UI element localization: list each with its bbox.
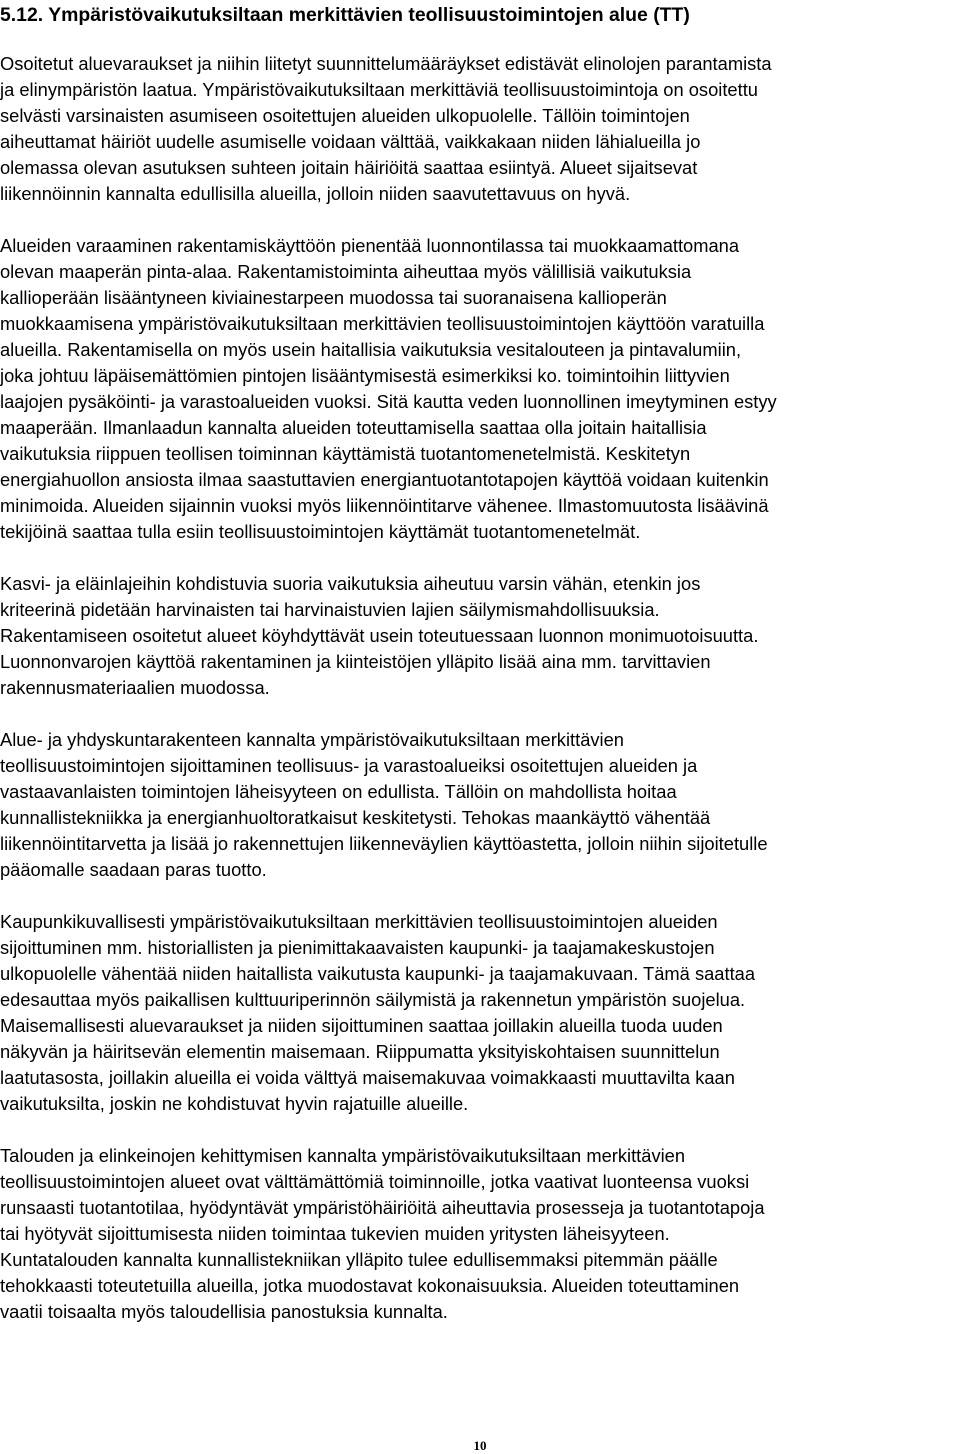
text-line: maaperään. Ilmanlaadun kannalta alueiden toteuttamisella saattaa olla joitain haitallisia [0,417,707,438]
text-line: kunnallistekniikka ja energianhuoltoratkaisut keskitetysti. Tehokas maankäyttö vähentää [0,807,711,828]
text-line: Alue- ja yhdyskuntarakenteen kannalta ympäristövaikutuksiltaan merkittävien [0,729,624,750]
text-line: sijoittuminen mm. historiallisten ja pienimittakaavaisten kaupunki- ja taajamakeskustojen [0,937,715,958]
text-line: rakennusmateriaalien muodossa. [0,677,270,698]
text-line: ja elinympäristön laatua. Ympäristövaikutuksiltaan merkittäviä teollisuustoimintoja on osoitettu [0,79,758,100]
text-line: Talouden ja elinkeinojen kehittymisen kannalta ympäristövaikutuksiltaan merkittävien [0,1145,686,1166]
text-line: muokkaamisena ympäristövaikutuksiltaan merkittävien teollisuustoimintojen käyttöön varatuilla [0,313,765,334]
text-line: vaatii toisaalta myös taloudellisia panostuksia kunnalta. [0,1301,448,1322]
text-line: vastaavanlaisten toimintojen läheisyyteen on edullista. Tällöin on mahdollista hoitaa [0,781,677,802]
text-line: liikennöinnin kannalta edullisilla alueilla, jolloin niiden saavutettavuus on hyvä. [0,183,631,204]
paragraph [0,51,960,207]
paragraph [0,909,960,1117]
text-line: Luonnonvarojen käyttöä rakentaminen ja kiinteistöjen ylläpito lisää aina mm. tarvittavien [0,651,711,672]
paragraph [0,1143,960,1325]
text-line: Maisemallisesti aluevaraukset ja niiden sijoittuminen saattaa joillakin alueilla tuoda uuden [0,1015,723,1036]
text-line: olemassa olevan asutuksen suhteen joitain häiriöitä saattaa esiintyä. Alueet sijaitsevat [0,157,698,178]
text-line: energiahuollon ansiosta ilmaa saastuttavien energiantuotantotapojen käyttöä voidaan kuitenkin [0,469,769,490]
text-line: runsaasti tuotantotilaa, hyödyntävät ympäristöhäiriöitä aiheuttavia prosesseja ja tuotantotapoja [0,1197,765,1218]
text-line: Kaupunkikuvallisesti ympäristövaikutuksiltaan merkittävien teollisuustoimintojen alueiden [0,911,718,932]
text-line: vaikutuksilta, joskin ne kohdistuvat hyvin rajatuille alueille. [0,1093,469,1114]
text-line: selvästi varsinaisten asumiseen osoitettujen alueiden ulkopuolelle. Tällöin toimintojen [0,105,690,126]
text-line: kriteerinä pidetään harvinaisten tai harvinaistuvien lajien säilymismahdollisuuksia. [0,599,660,620]
text-line: Kasvi- ja eläinlajeihin kohdistuvia suoria vaikutuksia aiheutuu varsin vähän, etenkin jos [0,573,701,594]
text-line: pääomalle saadaan paras tuotto. [0,859,267,880]
text-line: Osoitetut aluevaraukset ja niihin liitetyt suunnittelumääräykset edistävät elinolojen parantamista [0,53,772,74]
text-line: liikennöintitarvetta ja lisää jo rakennettujen liikenneväylien käyttöastetta, jolloin niihin sijoitetulle [0,833,768,854]
text-line: Kuntatalouden kannalta kunnallistekniikan ylläpito tulee edullisemmaksi pitemmän päälle [0,1249,718,1270]
paragraph [0,727,960,883]
text-line: näkyvän ja häiritsevän elementin maisemaan. Riippumatta yksityiskohtaisen suunnittelun [0,1041,720,1062]
document-body [0,51,960,1351]
text-line: alueilla. Rakentamisella on myös usein haitallisia vaikutuksia vesitalouteen ja pintavalumiin, [0,339,742,360]
text-line: kallioperään lisääntyneen kiviainestarpeen muodossa tai suoranaisena kallioperän [0,287,667,308]
text-line: tekijöinä saattaa tulla esiin teollisuustoimintojen käyttämät tuotantomenetelmät. [0,521,641,542]
section-heading: 5.12. Ympäristövaikutuksiltaan merkittävien teollisuustoimintojen alue (TT) [0,4,690,26]
text-line: aiheuttamat häiriöt uudelle asumiselle voidaan välttää, vaikkakaan niiden lähialueilla jo [0,131,701,152]
paragraph [0,571,960,701]
text-line: Rakentamiseen osoitetut alueet köyhdyttävät usein toteutuessaan luonnon monimuotoisuutta. [0,625,759,646]
text-line: ulkopuolelle vähentää niiden haitallista vaikutusta kaupunki- ja taajamakuvaan. Tämä saattaa [0,963,756,984]
page-number: 10 [473,1438,487,1453]
text-line: vaikutuksia riippuen teollisen toiminnan käyttämistä tuotantomenetelmistä. Keskitetyn [0,443,691,464]
paragraph [0,233,960,545]
text-line: laajojen pysäköinti- ja varastoalueiden vuoksi. Sitä kautta veden luonnollinen imeytyminen estyy [0,391,777,412]
text-line: teollisuustoimintojen alueet ovat välttämättömiä toiminnoille, jotka vaativat luonteensa vuoksi [0,1171,750,1192]
text-line: joka johtuu läpäisemättömien pintojen lisääntymisestä esimerkiksi ko. toimintoihin liittyvien [0,365,730,386]
text-line: tai hyötyvät sijoittumisesta niiden toimintaa tukevien muiden yritysten läheisyyteen. [0,1223,670,1244]
text-line: teollisuustoimintojen sijoittaminen teollisuus- ja varastoalueiksi osoitettujen alueiden ja [0,755,698,776]
text-line: minimoida. Alueiden sijainnin vuoksi myös liikennöintitarve vähenee. Ilmastomuutosta lisäävinä [0,495,769,516]
text-line: Alueiden varaaminen rakentamiskäyttöön pienentää luonnontilassa tai muokkaamattomana [0,235,740,256]
text-line: olevan maaperän pinta-alaa. Rakentamistoiminta aiheuttaa myös välillisiä vaikutuksia [0,261,692,282]
text-line: tehokkaasti toteutetuilla alueilla, jotka muodostavat kokonaisuuksia. Alueiden toteuttaminen [0,1275,740,1296]
text-line: laatutasosta, joillakin alueilla ei voida välttyä maisemakuvaa voimakkaasti muuttavilta kaan [0,1067,735,1088]
text-line: edesauttaa myös paikallisen kulttuuriperinnön säilymistä ja rakennetun ympäristön suojelua. [0,989,746,1010]
